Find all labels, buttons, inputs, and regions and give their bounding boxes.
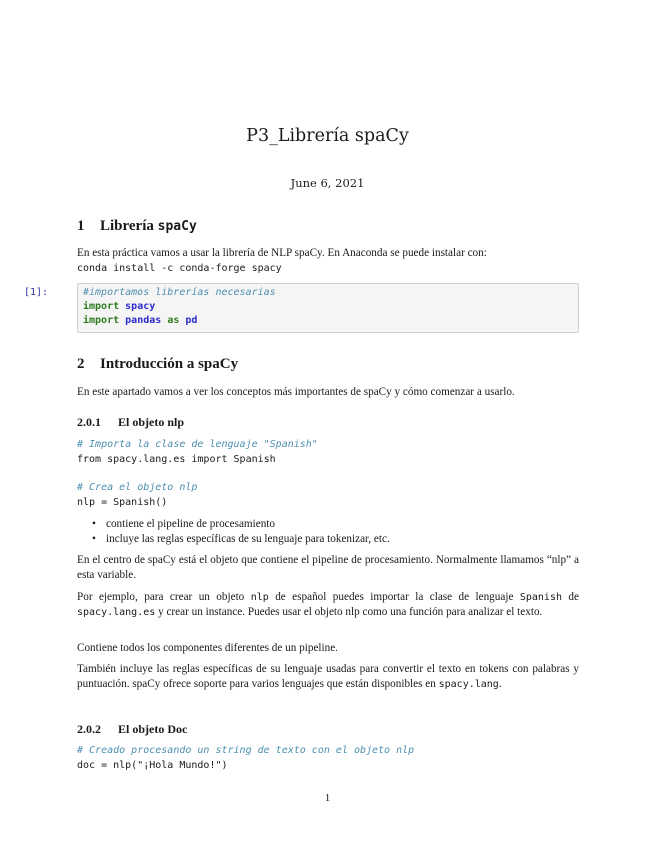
- section-number: 2: [77, 356, 85, 372]
- document-title: P3_Librería spaCy: [246, 126, 409, 146]
- code-line-import-spacy: import spacy: [83, 301, 156, 312]
- code-cell[interactable]: [77, 283, 579, 333]
- document-date: June 6, 2021: [290, 176, 365, 190]
- subsection-title: El objeto Doc: [118, 722, 188, 736]
- section-number: 1: [77, 218, 85, 234]
- code-line: from spacy.lang.es import Spanish: [77, 454, 276, 465]
- list-item: • incluye las reglas específicas de su lenguaje para tokenizar, etc.: [92, 533, 390, 545]
- code-line-import-pandas: import pandas as pd: [83, 315, 198, 326]
- subsection-number: 2.0.1: [77, 415, 101, 429]
- list-item: • contiene el pipeline de procesamiento: [92, 518, 275, 530]
- page-number: 1: [324, 792, 331, 804]
- code-comment: # Importa la clase de lenguaje "Spanish": [77, 439, 318, 450]
- install-command: conda install -c conda-forge spacy: [77, 263, 282, 274]
- paragraph: En el centro de spaCy está el objeto que contiene el pipeline de procesamiento. Normalmente llamamos “nlp” a esta variable.: [77, 554, 579, 581]
- subsection-2-0-1-heading: [77, 415, 184, 430]
- subsection-2-0-2-heading: [77, 722, 187, 737]
- paragraph: También incluye las reglas específicas de su lenguaje usadas para convertir el texto en tokens con palabras y puntuación. spaCy ofrece soporte para varios lenguajes que están disponibles en spacy.lang.: [77, 663, 579, 690]
- paragraph: Contiene todos los componentes diferentes de un pipeline.: [77, 642, 338, 654]
- section-2-heading: [77, 356, 238, 373]
- section-title-text: Introducción a spaCy: [100, 356, 239, 372]
- paragraph: Por ejemplo, para crear un objeto nlp de español puedes importar la clase de lenguaje Spanish de spacy.lang.es y crear un instance. Puedes usar el objeto nlp como una función para analizar el texto.: [77, 591, 579, 618]
- section-title-text: Librería: [100, 218, 158, 234]
- subsection-title: El objeto nlp: [118, 415, 185, 429]
- section-1-heading: [77, 218, 197, 235]
- code-line: doc = nlp("¡Hola Mundo!"): [77, 760, 228, 771]
- subsection-number: 2.0.2: [77, 722, 101, 736]
- code-line: nlp = Spanish(): [77, 497, 168, 508]
- cell-prompt: [1]:: [24, 287, 49, 298]
- code-comment: # Creado procesando un string de texto con el objeto nlp: [77, 745, 415, 756]
- bullet-list: [92, 517, 390, 547]
- section-1-intro: En esta práctica vamos a usar la librería de NLP spaCy. En Anaconda se puede instalar con:: [77, 247, 487, 259]
- section-title-code: spaCy: [157, 219, 197, 234]
- code-comment: #importamos librerías necesarias: [83, 287, 276, 298]
- code-comment: # Crea el objeto nlp: [77, 482, 198, 493]
- section-2-intro: En este apartado vamos a ver los conceptos más importantes de spaCy y cómo comenzar a usarlo.: [77, 386, 515, 398]
